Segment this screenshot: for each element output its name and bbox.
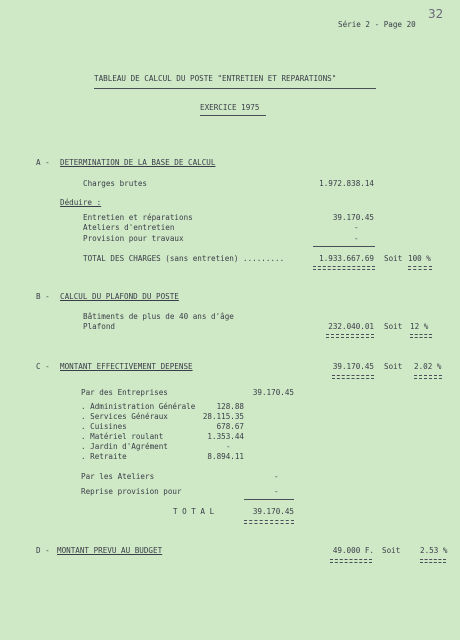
spent-value: 39.170.45 (332, 362, 374, 371)
ceiling-label: Plafond (83, 322, 116, 331)
subtotal-rule (313, 246, 375, 247)
ceiling-soit: Soit (384, 322, 403, 331)
section-c-total-value: 39.170.45 (252, 507, 294, 516)
spent-percent: 2.02 % (414, 362, 442, 371)
company-item-value: 8.894.11 (207, 452, 244, 461)
deduct-item-value: - (354, 223, 359, 232)
section-a-title: DETERMINATION DE LA BASE DE CALCUL (60, 158, 216, 167)
section-d-marker: D - (36, 546, 50, 555)
company-item-label: . Jardin d'Agrément (81, 442, 168, 451)
title-underline (94, 88, 376, 89)
double-rule (313, 266, 375, 270)
total-charges-soit: Soit (384, 254, 403, 263)
exercise-underline (200, 115, 266, 116)
document-title: TABLEAU DE CALCUL DU POSTE "ENTRETIEN ET REPARATIONS" (94, 74, 337, 83)
section-a-marker: A - (36, 158, 50, 167)
exercise-label: EXERCICE 1975 (200, 103, 260, 112)
series-page-label: Série 2 - Page 20 (338, 20, 416, 29)
workshops-value: - (274, 472, 279, 481)
deduct-item-label: Provision pour travaux (83, 234, 184, 243)
workshops-label: Par les Ateliers (81, 472, 155, 481)
total-charges-value: 1.933.667.69 (319, 254, 374, 263)
double-rule (332, 375, 374, 379)
budget-value: 49.000 F. (332, 546, 374, 555)
gross-charges-label: Charges brutes (83, 179, 148, 188)
company-item-value: - (226, 442, 231, 451)
company-item-value: 1.353.44 (207, 432, 244, 441)
section-d-title: MONTANT PREVU AU BUDGET (57, 546, 163, 555)
section-c-marker: C - (36, 362, 50, 371)
companies-value: 39.170.45 (252, 388, 294, 397)
companies-label: Par des Entreprises (81, 388, 168, 397)
spent-soit: Soit (384, 362, 403, 371)
buildings-label: Bâtiments de plus de 40 ans d'âge (83, 312, 234, 321)
budget-percent: 2.53 % (420, 546, 448, 555)
total-rule (244, 499, 294, 500)
company-item-value: 678.67 (216, 422, 244, 431)
ceiling-percent: 12 % (410, 322, 429, 331)
deduct-item-value: - (354, 234, 359, 243)
double-rule (414, 375, 442, 379)
company-item-label: . Retraite (81, 452, 127, 461)
provision-label: Reprise provision pour (81, 487, 182, 496)
ceiling-value: 232.040.01 (328, 322, 374, 331)
company-item-value: 28.115.35 (202, 412, 244, 421)
double-rule (326, 334, 374, 338)
gross-charges-value: 1.972.838.14 (319, 179, 374, 188)
company-item-label: . Cuisines (81, 422, 127, 431)
deduct-item-label: Ateliers d'entretien (83, 223, 175, 232)
handwritten-page-number: 32 (428, 7, 444, 21)
company-item-label: . Administration Générale (81, 402, 196, 411)
deduct-item-label: Entretien et réparations (83, 213, 193, 222)
double-rule (408, 266, 432, 270)
company-item-label: . Services Généraux (81, 412, 168, 421)
total-charges-label: TOTAL DES CHARGES (sans entretien) ......... (83, 254, 285, 263)
section-b-title: CALCUL DU PLAFOND DU POSTE (60, 292, 179, 301)
section-c-total-label: T O T A L (173, 507, 215, 516)
section-b-marker: B - (36, 292, 50, 301)
company-item-label: . Matériel roulant (81, 432, 164, 441)
total-charges-percent: 100 % (408, 254, 431, 263)
double-rule (244, 520, 294, 524)
section-c-title: MONTANT EFFECTIVEMENT DEPENSE (60, 362, 193, 371)
company-item-value: 128.88 (216, 402, 244, 411)
budget-soit: Soit (382, 546, 401, 555)
double-rule (410, 334, 432, 338)
double-rule (330, 559, 372, 563)
provision-value: - (274, 487, 279, 496)
deduct-label: Déduire : (60, 198, 102, 207)
deduct-item-value: 39.170.45 (332, 213, 374, 222)
double-rule (420, 559, 446, 563)
